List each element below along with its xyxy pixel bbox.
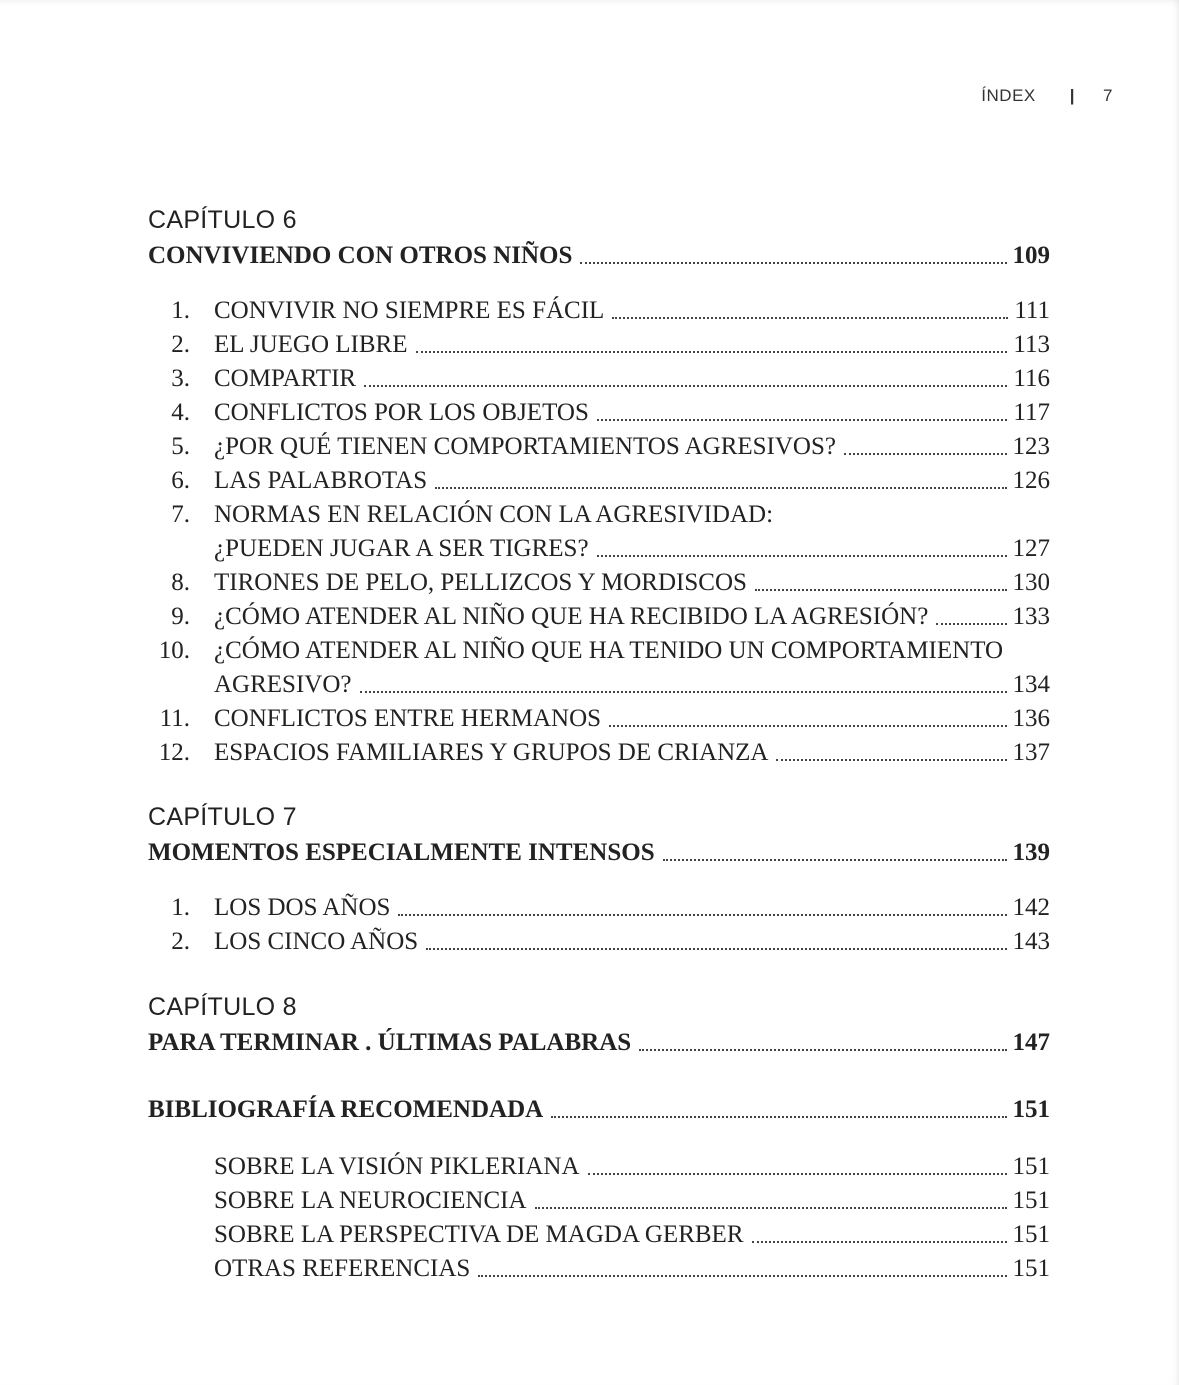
dot-leader xyxy=(360,690,1007,693)
item-title: SOBRE LA PERSPECTIVA DE MAGDA GERBER xyxy=(214,1221,744,1248)
dot-leader xyxy=(597,418,1008,421)
item-number: 2. xyxy=(171,928,190,955)
toc-item-continuation[interactable] xyxy=(148,532,1050,566)
toc-item[interactable] xyxy=(148,566,1050,600)
dot-leader xyxy=(936,622,1006,625)
item-page: 136 xyxy=(1012,705,1050,732)
bibliography-title: BIBLIOGRAFÍA RECOMENDADA xyxy=(148,1096,544,1123)
item-title-continuation: ¿PUEDEN JUGAR A SER TIGRES? xyxy=(214,535,589,562)
toc-item[interactable] xyxy=(148,430,1050,464)
item-page: 123 xyxy=(1012,433,1050,460)
item-number: 1. xyxy=(171,894,190,921)
chapter-entry[interactable] xyxy=(148,836,1050,870)
item-page: 143 xyxy=(1012,928,1050,955)
dot-leader xyxy=(398,913,1006,916)
item-page: 116 xyxy=(1013,365,1050,392)
chapter-page: 109 xyxy=(1012,242,1050,269)
dot-leader xyxy=(612,316,1008,319)
toc-item[interactable] xyxy=(148,362,1050,396)
chapter-label: CAPÍTULO 8 xyxy=(148,993,297,1021)
item-number: 9. xyxy=(171,603,190,630)
dot-leader xyxy=(535,1206,1007,1209)
toc-item[interactable] xyxy=(148,328,1050,362)
item-page: 133 xyxy=(1012,603,1050,630)
item-number: 2. xyxy=(171,331,190,358)
item-page: 117 xyxy=(1013,399,1050,426)
toc-item[interactable] xyxy=(148,464,1050,498)
dot-leader xyxy=(478,1274,1006,1277)
item-number: 8. xyxy=(171,569,190,596)
item-page: 142 xyxy=(1012,894,1050,921)
item-number: 12. xyxy=(158,739,190,766)
chapter-label: CAPÍTULO 7 xyxy=(148,803,297,831)
bibliography-item[interactable] xyxy=(148,1252,1050,1286)
item-number: 10. xyxy=(158,637,190,664)
bibliography-entry[interactable] xyxy=(148,1093,1050,1127)
item-page: 151 xyxy=(1012,1221,1050,1248)
item-title: LAS PALABROTAS xyxy=(214,467,428,494)
bibliography-item[interactable] xyxy=(148,1150,1050,1184)
item-title: CONFLICTOS ENTRE HERMANOS xyxy=(214,705,602,732)
dot-leader xyxy=(435,486,1006,489)
toc-item[interactable] xyxy=(148,600,1050,634)
dot-leader xyxy=(580,261,1006,264)
dot-leader xyxy=(364,384,1007,387)
item-number: 3. xyxy=(171,365,190,392)
item-title: NORMAS EN RELACIÓN CON LA AGRESIVIDAD: xyxy=(214,501,774,528)
item-page: 127 xyxy=(1012,535,1050,562)
chapter-label: CAPÍTULO 6 xyxy=(148,206,297,234)
toc-item[interactable] xyxy=(148,396,1050,430)
chapter-entry[interactable] xyxy=(148,1026,1050,1060)
item-title: COMPARTIR xyxy=(214,365,357,392)
item-number: 11. xyxy=(159,705,190,732)
item-page: 130 xyxy=(1012,569,1050,596)
running-head-separator: | xyxy=(1069,86,1076,105)
chapter-title: PARA TERMINAR . ÚLTIMAS PALABRAS xyxy=(148,1029,632,1056)
item-title: ESPACIOS FAMILIARES Y GRUPOS DE CRIANZA xyxy=(214,739,769,766)
chapter-page: 139 xyxy=(1012,839,1050,866)
item-page: 137 xyxy=(1012,739,1050,766)
item-page: 134 xyxy=(1012,671,1050,698)
item-title: LOS CINCO AÑOS xyxy=(214,928,419,955)
item-page: 126 xyxy=(1012,467,1050,494)
chapter-page: 147 xyxy=(1012,1029,1050,1056)
toc-item[interactable] xyxy=(148,634,1050,668)
dot-leader xyxy=(416,350,1008,353)
dot-leader xyxy=(588,1172,1007,1175)
chapter-entry[interactable] xyxy=(148,239,1050,273)
dot-leader xyxy=(609,724,1006,727)
item-title-continuation: AGRESIVO? xyxy=(214,671,352,698)
toc-item[interactable] xyxy=(148,925,1050,959)
item-title: ¿CÓMO ATENDER AL NIÑO QUE HA RECIBIDO LA AGRESIÓN? xyxy=(214,603,929,630)
dot-leader xyxy=(776,758,1006,761)
dot-leader xyxy=(639,1048,1006,1051)
item-number: 7. xyxy=(171,501,190,528)
bibliography-item[interactable] xyxy=(148,1218,1050,1252)
dot-leader xyxy=(426,947,1006,950)
chapter-title: MOMENTOS ESPECIALMENTE INTENSOS xyxy=(148,839,655,866)
item-page: 151 xyxy=(1012,1187,1050,1214)
item-title: EL JUEGO LIBRE xyxy=(214,331,408,358)
item-title: CONFLICTOS POR LOS OBJETOS xyxy=(214,399,589,426)
toc-item-continuation[interactable] xyxy=(148,668,1050,702)
chapter-title: CONVIVIENDO CON OTROS NIÑOS xyxy=(148,242,573,269)
toc-item[interactable] xyxy=(148,498,1050,532)
page-number: 7 xyxy=(1103,86,1113,105)
toc-item[interactable] xyxy=(148,702,1050,736)
dot-leader xyxy=(663,858,1007,861)
item-title: ¿CÓMO ATENDER AL NIÑO QUE HA TENIDO UN COMPORTAMIENTO xyxy=(214,637,1004,664)
bibliography-page: 151 xyxy=(1012,1096,1050,1123)
item-title: LOS DOS AÑOS xyxy=(214,894,391,921)
item-page: 151 xyxy=(1012,1255,1050,1282)
toc-item[interactable] xyxy=(148,891,1050,925)
item-number: 5. xyxy=(171,433,190,460)
item-title: SOBRE LA VISIÓN PIKLERIANA xyxy=(214,1153,580,1180)
item-number: 6. xyxy=(171,467,190,494)
item-number: 1. xyxy=(171,297,190,324)
dot-leader xyxy=(755,588,1007,591)
dot-leader xyxy=(752,1240,1007,1243)
running-head-section: ÍNDEX xyxy=(981,86,1036,105)
toc-item[interactable] xyxy=(148,736,1050,770)
item-title: SOBRE LA NEUROCIENCIA xyxy=(214,1187,527,1214)
item-title: OTRAS REFERENCIAS xyxy=(214,1255,471,1282)
item-page: 113 xyxy=(1013,331,1050,358)
running-head xyxy=(981,86,1113,106)
item-title: ¿POR QUÉ TIENEN COMPORTAMIENTOS AGRESIVOS? xyxy=(214,433,836,460)
dot-leader xyxy=(551,1115,1006,1118)
item-number: 4. xyxy=(171,399,190,426)
dot-leader xyxy=(597,554,1007,557)
bibliography-item[interactable] xyxy=(148,1184,1050,1218)
dot-leader xyxy=(844,452,1007,455)
toc-item[interactable] xyxy=(148,294,1050,328)
item-title: CONVIVIR NO SIEMPRE ES FÁCIL xyxy=(214,297,605,324)
item-page: 111 xyxy=(1014,297,1050,324)
item-title: TIRONES DE PELO, PELLIZCOS Y MORDISCOS xyxy=(214,569,747,596)
item-page: 151 xyxy=(1012,1153,1050,1180)
